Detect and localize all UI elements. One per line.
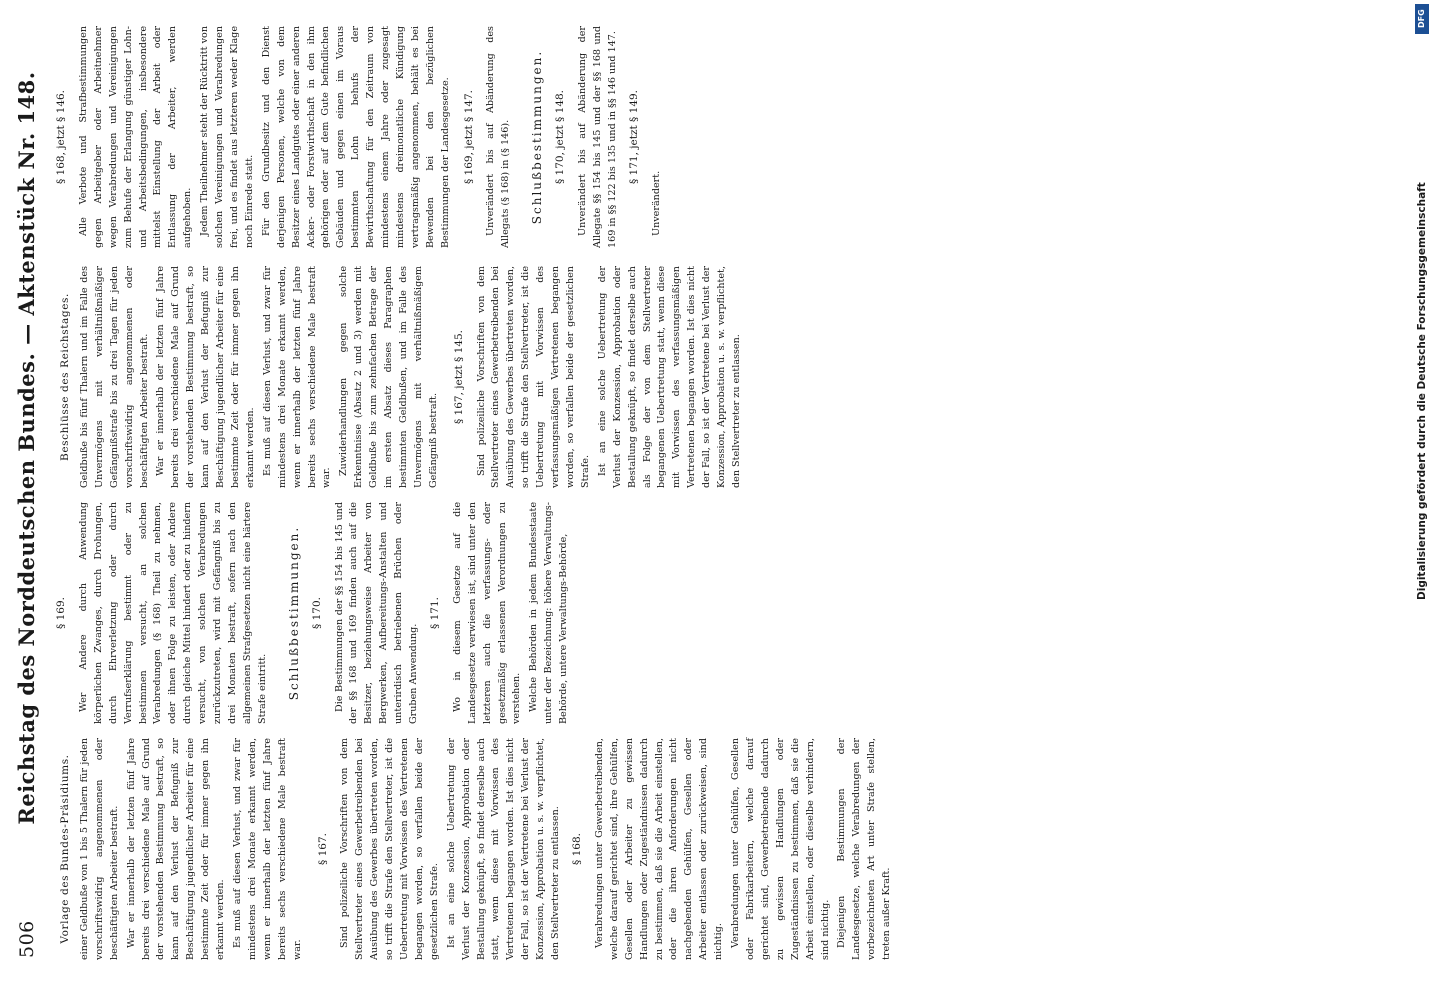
section-heading-169-147: § 169, jetzt § 147. bbox=[462, 89, 475, 185]
section-heading-168: § 168. bbox=[571, 833, 583, 865]
beschluesse-paragraph: Jedem Theilnehmer steht der Rücktritt von solchen Vereinigungen und Verabredungen frei, und es findet aus letzteren weder Klage noch Einrede statt. bbox=[199, 26, 255, 248]
beschluesse-column-2 bbox=[52, 26, 667, 248]
vorlage-column-1 bbox=[52, 738, 897, 960]
vorlage-paragraph: Es muß auf diesen Verlust, und zwar für mindestens drei Monate erkannt werden, wenn er innerhalb der letzten fünf Jahre bereits sechs verschiedene Male bestraft war. bbox=[231, 738, 303, 960]
running-title: Reichstag des Norddeutschen Bundes. — Aktenstück Nr. 148. bbox=[14, 71, 39, 825]
vorlage-paragraph: Diejenigen Bestimmungen der Landesgesetze, welche Verabredungen der vorbezeichneten Art unter Strafe stellen, treten außer Kraft. bbox=[836, 738, 893, 960]
section-heading-171: § 171. bbox=[428, 597, 441, 629]
vorlage-paragraph: einer Geldbuße von 1 bis 5 Thalern für jeden vorschriftswidrig angenommenen oder beschäftigten Arbeiter bestraft. bbox=[78, 738, 120, 960]
beschluesse-column-1 bbox=[52, 266, 747, 488]
vorlage-paragraph: War er innerhalb der letzten fünf Jahre bereits drei verschiedene Male auf Grund der vorstehenden Bestimmung bestraft, so kann auf den Verlust der Befugniß zur Beschäftigung jugendlicher Arbeiter für eine bestimmte Zeit oder für immer gegen ihn erkannt werden. bbox=[125, 738, 227, 960]
section-heading-170: § 170. bbox=[310, 597, 323, 629]
schluss-heading: Schlußbestimmungen. bbox=[286, 525, 301, 701]
dfg-logo: DFG bbox=[1415, 4, 1429, 34]
vorlage-paragraph: Verabredungen unter Gehülfen, Gesellen oder Fabrikarbeitern, welche darauf gerichtet sind, Gewerbetreibende dadurch zu gewissen Handlungen oder Zugeständnissen zu bestimmen, daß sie die Arbeit einstellen, oder dieselbe verhindern, sind nichtig. bbox=[730, 738, 831, 960]
beschluesse-heading: Beschlüsse des Reichstages. bbox=[59, 293, 71, 461]
beschluesse-paragraph: Unverändert bis auf Abänderung des Allegats (§ 168) in (§ 146). bbox=[485, 26, 512, 248]
beschluesse-paragraph: Ist an eine solche Uebertretung der Verlust der Konzession, Approbation oder Bestallung geknüpft, so findet derselbe auch als Folge der von dem Stellvertreter begangenen Uebertretung statt, wenn diese mit Vorwissen des verfassungsmäßigen Vertretenen begangen worden. Ist dies nicht der Fall, so ist der Vertretene bei Verlust der Konzession, Approbation u. s. w. verpflichtet, den Stellvertreter zu entlassen. bbox=[596, 266, 742, 488]
vorlage-heading: Vorlage des Bundes-Präsidiums. bbox=[59, 754, 71, 944]
credit-text: Digitalisierung gefördert durch die Deutsche Forschungsgemeinschaft bbox=[1416, 182, 1428, 600]
beschluesse-paragraph: Es muß auf diesen Verlust, und zwar für mindestens drei Monate erkannt werden, wenn er innerhalb der letzten fünf Jahre bereits sechs verschiedene Male bestraft war. bbox=[261, 266, 333, 488]
section-heading-167: § 167. bbox=[316, 833, 329, 865]
beschluesse-paragraph: Geldbuße bis fünf Thalern und im Falle des Unvermögens mit verhältnißmäßiger Gefängnißstrafe bis zu drei Tagen für jeden vorschriftswidrig angenommenen oder beschäftigten Arbeiter bestraft. bbox=[78, 266, 150, 488]
vorlage-paragraph: Sind polizeiliche Vorschriften von dem Stellvertreter eines Gewerbetreibenden bei Ausübung des Gewerbes übertreten worden, so trifft die Strafe den Stellvertreter, ist die Uebertretung mit Vorwissen des Vertretenen begangen worden, so verfallen beide der gesetzlichen Strafe. bbox=[339, 738, 440, 960]
vorlage-paragraph: Die Bestimmungen der §§ 154 bis 145 und der §§ 168 und 169 finden auch auf die Besitzer, beziehungsweise Arbeiter von Bergwerken, Aufbereitungs-Anstalten und unterirdisch betriebenen Brüchen oder Gruben Anwendung. bbox=[333, 502, 420, 724]
beschluesse-paragraph: War er innerhalb der letzten fünf Jahre bereits drei verschiedene Male auf Grund der vorstehenden Bestimmung bestraft, so kann auf den Verlust der Befugniß zur Beschäftigung jugendlicher Arbeiter für eine bestimmte Zeit oder für immer gegen ihn erkannt werden. bbox=[155, 266, 256, 488]
section-heading-171-149: § 171, jetzt § 149. bbox=[627, 89, 640, 185]
vorlage-paragraph: Verabredungen unter Gewerbetreibenden, welche darauf gerichtet sind, ihre Gehülfen, Gesellen oder Arbeiter zu gewissen Handlungen oder Zugeständnissen dadurch zu bestimmen, daß sie die Arbeit einstellen, oder die ihren Anforderungen nicht nachgebenden Gehülfen, Gesellen oder Arbeiter entlassen oder zurückweisen, sind nichtig. bbox=[593, 738, 725, 960]
beschluesse-paragraph: Zuwiderhandlungen gegen solche Erkenntnisse (Absatz 2 und 3) werden mit Geldbuße bis zum zehnfachen Betrage der im ersten Absatz dieses Paragraphen bestimmten Geldbußen, und im Falle des Unvermögens mit verhältnißmäßigem Gefängniß bestraft. bbox=[338, 266, 439, 488]
section-heading-169: § 169. bbox=[55, 597, 67, 629]
schluss-heading: Schlußbestimmungen. bbox=[530, 49, 545, 225]
digitization-credit bbox=[1412, 0, 1432, 1000]
vorlage-paragraph: Ist an eine solche Uebertretung der Verlust der Konzession, Approbation oder Bestallung geknüpft, so findet derselbe auch statt, wenn diese mit Vorwissen des Vertretenen begangen worden. Ist dies nicht der Fall, so ist der Vertretene bei Verlust der Konzession, Approbation u. s. w. verpflichtet, den Stellvertreter zu entlassen. bbox=[445, 738, 562, 960]
beschluesse-paragraph: Alle Verbote und Strafbestimmungen gegen Arbeitgeber oder Arbeitnehmer wegen Verabredungen und Vereinigungen zum Behufe der Erlangung günstiger Lohn- und Arbeitsbedingungen, insbesondere mittelst Einstellung der Arbeit oder Entlassung der Arbeiter, werden aufgehoben. bbox=[77, 26, 194, 248]
vorlage-column-2 bbox=[52, 502, 574, 724]
beschluesse-paragraph: Sind polizeiliche Vorschriften von dem Stellvertreter eines Gewerbetreibenden bei Ausübung des Gewerbes übertreten worden, so trifft die Strafe den Stellvertreter, ist die Uebertretung mit Vorwissen des verfassungsmäßigen Vertretenen begangen worden, so verfallen beide der gesetzlichen Strafe. bbox=[475, 266, 591, 488]
section-heading-167-145: § 167, jetzt § 145. bbox=[452, 329, 465, 425]
page-header bbox=[14, 38, 44, 958]
section-heading-168-146: § 168, jetzt § 146. bbox=[55, 89, 67, 185]
vorlage-paragraph: Welche Behörden in jedem Bundesstaate unter der Bezeichnung: höhere Verwaltungs-Behörde, untere Verwaltungs-Behörde, bbox=[528, 502, 570, 724]
section-heading-170-148: § 170, jetzt § 148. bbox=[554, 89, 567, 185]
beschluesse-paragraph: Für den Grundbesitz und den Dienst derjenigen Personen, welche von dem Besitzer eines Landgutes oder einer anderen Acker- oder Forstwirthschaft in den ihm gehörigen oder auf dem Gute befindlichen Gebäuden und gegen einen im Voraus bestimmten Lohn behufs der Bewirthschaftung für den Zeitraum von mindestens einem Jahre oder zugesagt mindestens dreimonatliche Kündigung vertragsmäßig angenommen, behält es bei Bewenden bei den bezüglichen Bestimmungen der Landesgesetze. bbox=[260, 26, 451, 248]
beschluesse-paragraph: Unverändert bis auf Abänderung der Allegate §§ 154 bis 145 und der §§ 168 und 169 in §§ 122 bis 135 und in §§ 146 und 147. bbox=[577, 26, 618, 248]
page-number: 506 bbox=[16, 920, 38, 958]
beschluesse-paragraph: Unverändert. bbox=[650, 170, 662, 236]
vorlage-paragraph: Wo in diesem Gesetze auf die Landesgesetze verwiesen ist, sind unter den letzteren auch die verfassungs- oder gesetzmäßig erlassenen Verordnungen zu verstehen. bbox=[451, 502, 523, 724]
vorlage-paragraph: Wer Andere durch Anwendung körperlichen Zwanges, durch Drohungen, durch Ehrverletzung oder durch Verrufserklärung bestimmt oder zu bestimmen versucht, an solchen Verabredungen (§ 168) Theil zu nehmen, oder ihnen Folge zu leisten, oder Andere durch gleiche Mittel hindert oder zu hindern versucht, von solchen Verabredungen zurückzutreten, wird mit Gefängniß bis zu drei Monaten bestraft, sofern nach den allgemeinen Strafgesetzen nicht eine härtere Strafe eintritt. bbox=[77, 502, 268, 724]
